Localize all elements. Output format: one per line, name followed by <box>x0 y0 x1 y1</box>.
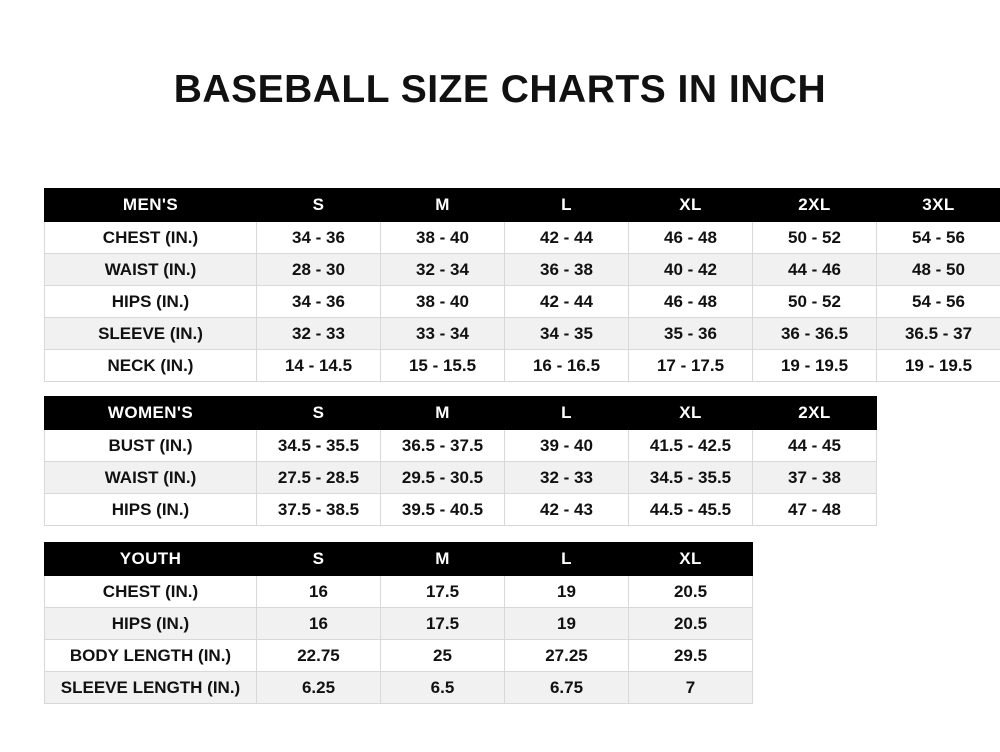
table-cell: 48 - 50 <box>877 254 1000 286</box>
table-row <box>45 254 1000 286</box>
table-cell: 15 - 15.5 <box>381 350 505 382</box>
column-header: S <box>257 189 381 222</box>
column-header: L <box>505 397 629 430</box>
table-cell: 19 <box>505 576 629 608</box>
table-cell: 44 - 45 <box>753 430 877 462</box>
table-row <box>45 640 753 672</box>
row-label: HIPS (IN.) <box>45 494 257 526</box>
table-row <box>45 608 753 640</box>
column-header: S <box>257 397 381 430</box>
column-header: S <box>257 543 381 576</box>
table-cell: 39.5 - 40.5 <box>381 494 505 526</box>
table-cell: 38 - 40 <box>381 286 505 318</box>
table-cell: 17.5 <box>381 576 505 608</box>
table-cell: 35 - 36 <box>629 318 753 350</box>
table-cell: 20.5 <box>629 576 753 608</box>
table-row <box>45 576 753 608</box>
table-header-row <box>45 189 1000 222</box>
table-cell: 54 - 56 <box>877 222 1000 254</box>
column-header: 3XL <box>877 189 1000 222</box>
table-cell: 46 - 48 <box>629 286 753 318</box>
table-cell: 25 <box>381 640 505 672</box>
table-cell: 27.25 <box>505 640 629 672</box>
table-cell: 16 - 16.5 <box>505 350 629 382</box>
table-cell: 6.75 <box>505 672 629 704</box>
column-header: 2XL <box>753 189 877 222</box>
column-header: 2XL <box>753 397 877 430</box>
row-label: WAIST (IN.) <box>45 462 257 494</box>
column-header: WOMEN'S <box>45 397 257 430</box>
table-row <box>45 222 1000 254</box>
table-cell: 34 - 36 <box>257 222 381 254</box>
table-header-row <box>45 397 877 430</box>
column-header: L <box>505 189 629 222</box>
column-header: M <box>381 189 505 222</box>
table-cell: 33 - 34 <box>381 318 505 350</box>
table-cell: 36 - 36.5 <box>753 318 877 350</box>
row-label: HIPS (IN.) <box>45 286 257 318</box>
table-row <box>45 286 1000 318</box>
row-label: NECK (IN.) <box>45 350 257 382</box>
column-header: MEN'S <box>45 189 257 222</box>
table-cell: 42 - 43 <box>505 494 629 526</box>
table-cell: 32 - 33 <box>505 462 629 494</box>
table-row <box>45 494 877 526</box>
table-cell: 19 - 19.5 <box>877 350 1000 382</box>
table-cell: 34.5 - 35.5 <box>257 430 381 462</box>
table-cell: 17 - 17.5 <box>629 350 753 382</box>
table-cell: 7 <box>629 672 753 704</box>
table-row <box>45 462 877 494</box>
table-header-row <box>45 543 753 576</box>
youth-size-chart <box>44 542 753 704</box>
table-cell: 34.5 - 35.5 <box>629 462 753 494</box>
column-header: XL <box>629 189 753 222</box>
column-header: YOUTH <box>45 543 257 576</box>
column-header: M <box>381 397 505 430</box>
column-header: XL <box>629 397 753 430</box>
table-cell: 50 - 52 <box>753 286 877 318</box>
table-cell: 36.5 - 37 <box>877 318 1000 350</box>
table-cell: 34 - 35 <box>505 318 629 350</box>
column-header: XL <box>629 543 753 576</box>
column-header: M <box>381 543 505 576</box>
table-cell: 28 - 30 <box>257 254 381 286</box>
table-cell: 16 <box>257 576 381 608</box>
table-cell: 42 - 44 <box>505 286 629 318</box>
column-header: L <box>505 543 629 576</box>
table-cell: 19 <box>505 608 629 640</box>
row-label: WAIST (IN.) <box>45 254 257 286</box>
table-cell: 42 - 44 <box>505 222 629 254</box>
table-cell: 37 - 38 <box>753 462 877 494</box>
table-cell: 41.5 - 42.5 <box>629 430 753 462</box>
table-cell: 6.5 <box>381 672 505 704</box>
table-cell: 47 - 48 <box>753 494 877 526</box>
table-cell: 6.25 <box>257 672 381 704</box>
table-cell: 46 - 48 <box>629 222 753 254</box>
table-cell: 34 - 36 <box>257 286 381 318</box>
table-cell: 29.5 - 30.5 <box>381 462 505 494</box>
table-cell: 38 - 40 <box>381 222 505 254</box>
table-cell: 29.5 <box>629 640 753 672</box>
table-cell: 44 - 46 <box>753 254 877 286</box>
table-cell: 20.5 <box>629 608 753 640</box>
table-cell: 14 - 14.5 <box>257 350 381 382</box>
table-row <box>45 430 877 462</box>
row-label: SLEEVE LENGTH (IN.) <box>45 672 257 704</box>
table-row <box>45 350 1000 382</box>
table-cell: 27.5 - 28.5 <box>257 462 381 494</box>
table-cell: 17.5 <box>381 608 505 640</box>
table-cell: 16 <box>257 608 381 640</box>
row-label: HIPS (IN.) <box>45 608 257 640</box>
table-cell: 36 - 38 <box>505 254 629 286</box>
table-cell: 19 - 19.5 <box>753 350 877 382</box>
table-cell: 54 - 56 <box>877 286 1000 318</box>
page-title: BASEBALL SIZE CHARTS IN INCH <box>173 68 827 111</box>
row-label: CHEST (IN.) <box>45 576 257 608</box>
table-cell: 44.5 - 45.5 <box>629 494 753 526</box>
table-cell: 39 - 40 <box>505 430 629 462</box>
row-label: SLEEVE (IN.) <box>45 318 257 350</box>
womens-size-chart <box>44 396 877 526</box>
table-cell: 22.75 <box>257 640 381 672</box>
row-label: CHEST (IN.) <box>45 222 257 254</box>
row-label: BUST (IN.) <box>45 430 257 462</box>
table-cell: 32 - 33 <box>257 318 381 350</box>
table-cell: 40 - 42 <box>629 254 753 286</box>
table-cell: 32 - 34 <box>381 254 505 286</box>
table-cell: 36.5 - 37.5 <box>381 430 505 462</box>
table-row <box>45 318 1000 350</box>
table-row <box>45 672 753 704</box>
table-cell: 50 - 52 <box>753 222 877 254</box>
mens-size-chart <box>44 188 1000 382</box>
table-cell: 37.5 - 38.5 <box>257 494 381 526</box>
row-label: BODY LENGTH (IN.) <box>45 640 257 672</box>
